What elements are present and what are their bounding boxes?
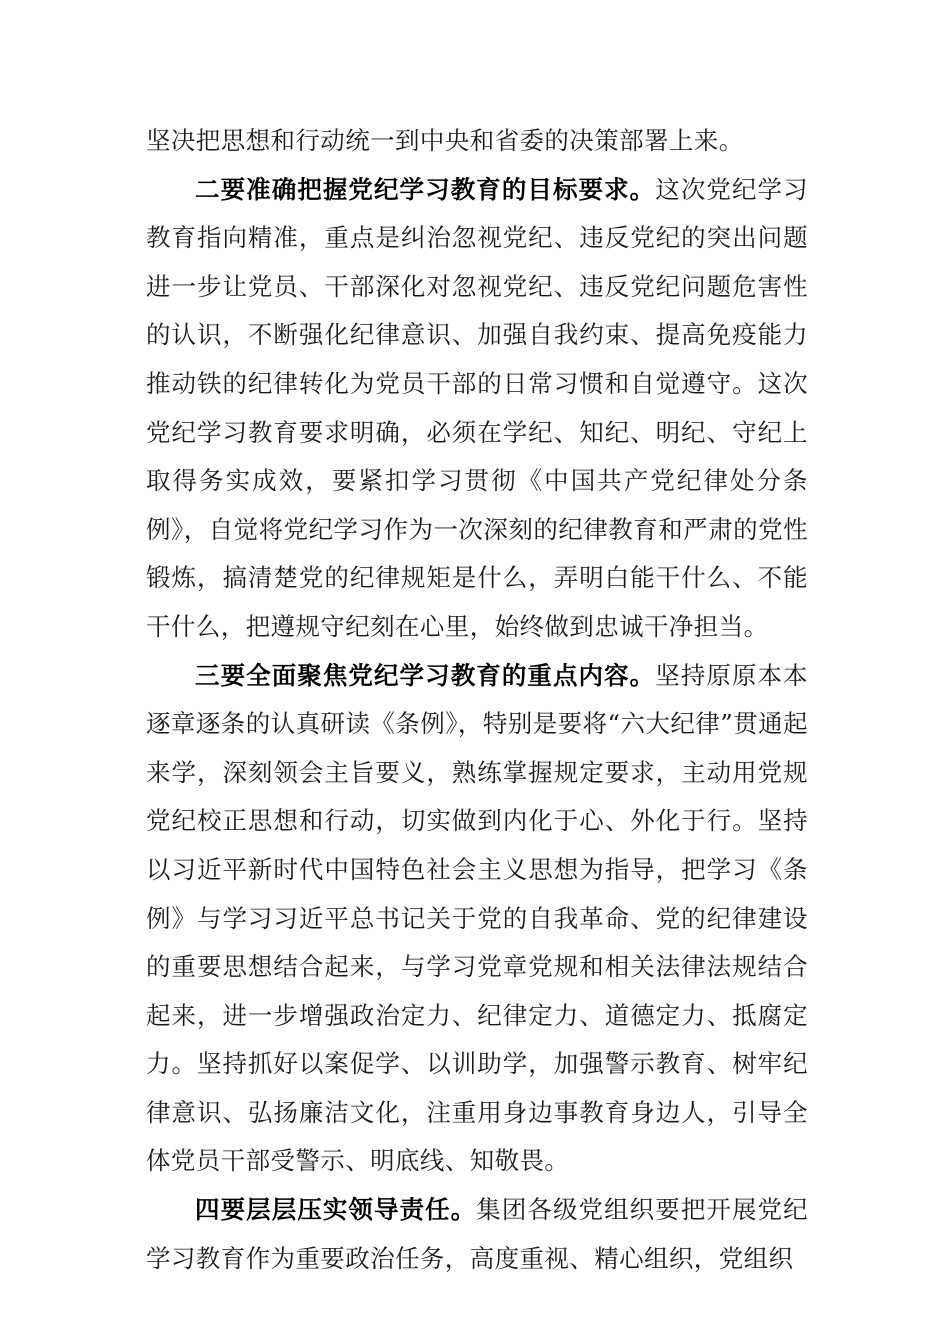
paragraph-3 (146, 652, 808, 1187)
paragraph-heading: 三要全面聚焦党纪学习教育的重点内容。 (195, 660, 656, 690)
paragraph-2 (146, 166, 808, 652)
paragraph-body: 坚决把思想和行动统一到中央和省委的决策部署上来。 (146, 126, 744, 155)
paragraph-1 (146, 117, 808, 166)
paragraph-heading: 四要层层压实领导责任。 (195, 1195, 477, 1225)
paragraph-4 (146, 1186, 808, 1283)
paragraph-body: 坚持原原本本逐章逐条的认真研读《条例》，特别是要将“六大纪律”贯通起来学，深刻领会主旨要义，熟练掌握规定要求，主动用党规党纪校正思想和行动，切实做到内化于心、外化于行。坚持以习近平新时代中国特色社会主义思想为指导，把学习《条例》与学习习近平总书记关于党的自我革命、党的纪律建设的重要思想结合起来，与学习党章党规和相关法律法规结合起来，进一步增强政治定力、纪律定力、道德定力、抵腐定力。坚持抓好以案促学、以训助学，加强警示教育、树牢纪律意识、弘扬廉洁文化，注重用身边事教育身边人，引导全体党员干部受警示、明底线、知敬畏。 (146, 660, 808, 1176)
paragraph-body: 这次党纪学习教育指向精准，重点是纠治忽视党纪、违反党纪的突出问题进一步让党员、干部深化对忽视党纪、违反党纪问题危害性的认识，不断强化纪律意识、加强自我约束、提高免疫能力推动铁的纪律转化为党员干部的日常习惯和自觉遵守。这次党纪学习教育要求明确，必须在学纪、知纪、明纪、守纪上取得务实成效，要紧扣学习贯彻《中国共产党纪律处分条例》，自觉将党纪学习作为一次深刻的纪律教育和严肃的党性锻炼，搞清楚党的纪律规矩是什么，弄明白能干什么、不能干什么，把遵规守纪刻在心里，始终做到忠诚干净担当。 (146, 174, 808, 641)
paragraph-heading: 二要准确把握党纪学习教育的目标要求。 (195, 174, 656, 204)
body-text (146, 117, 808, 1283)
paragraph-body: 集团各级党组织要把开展党纪学习教育作为重要政治任务，高度重视、精心组织，党组织 (146, 1195, 808, 1273)
